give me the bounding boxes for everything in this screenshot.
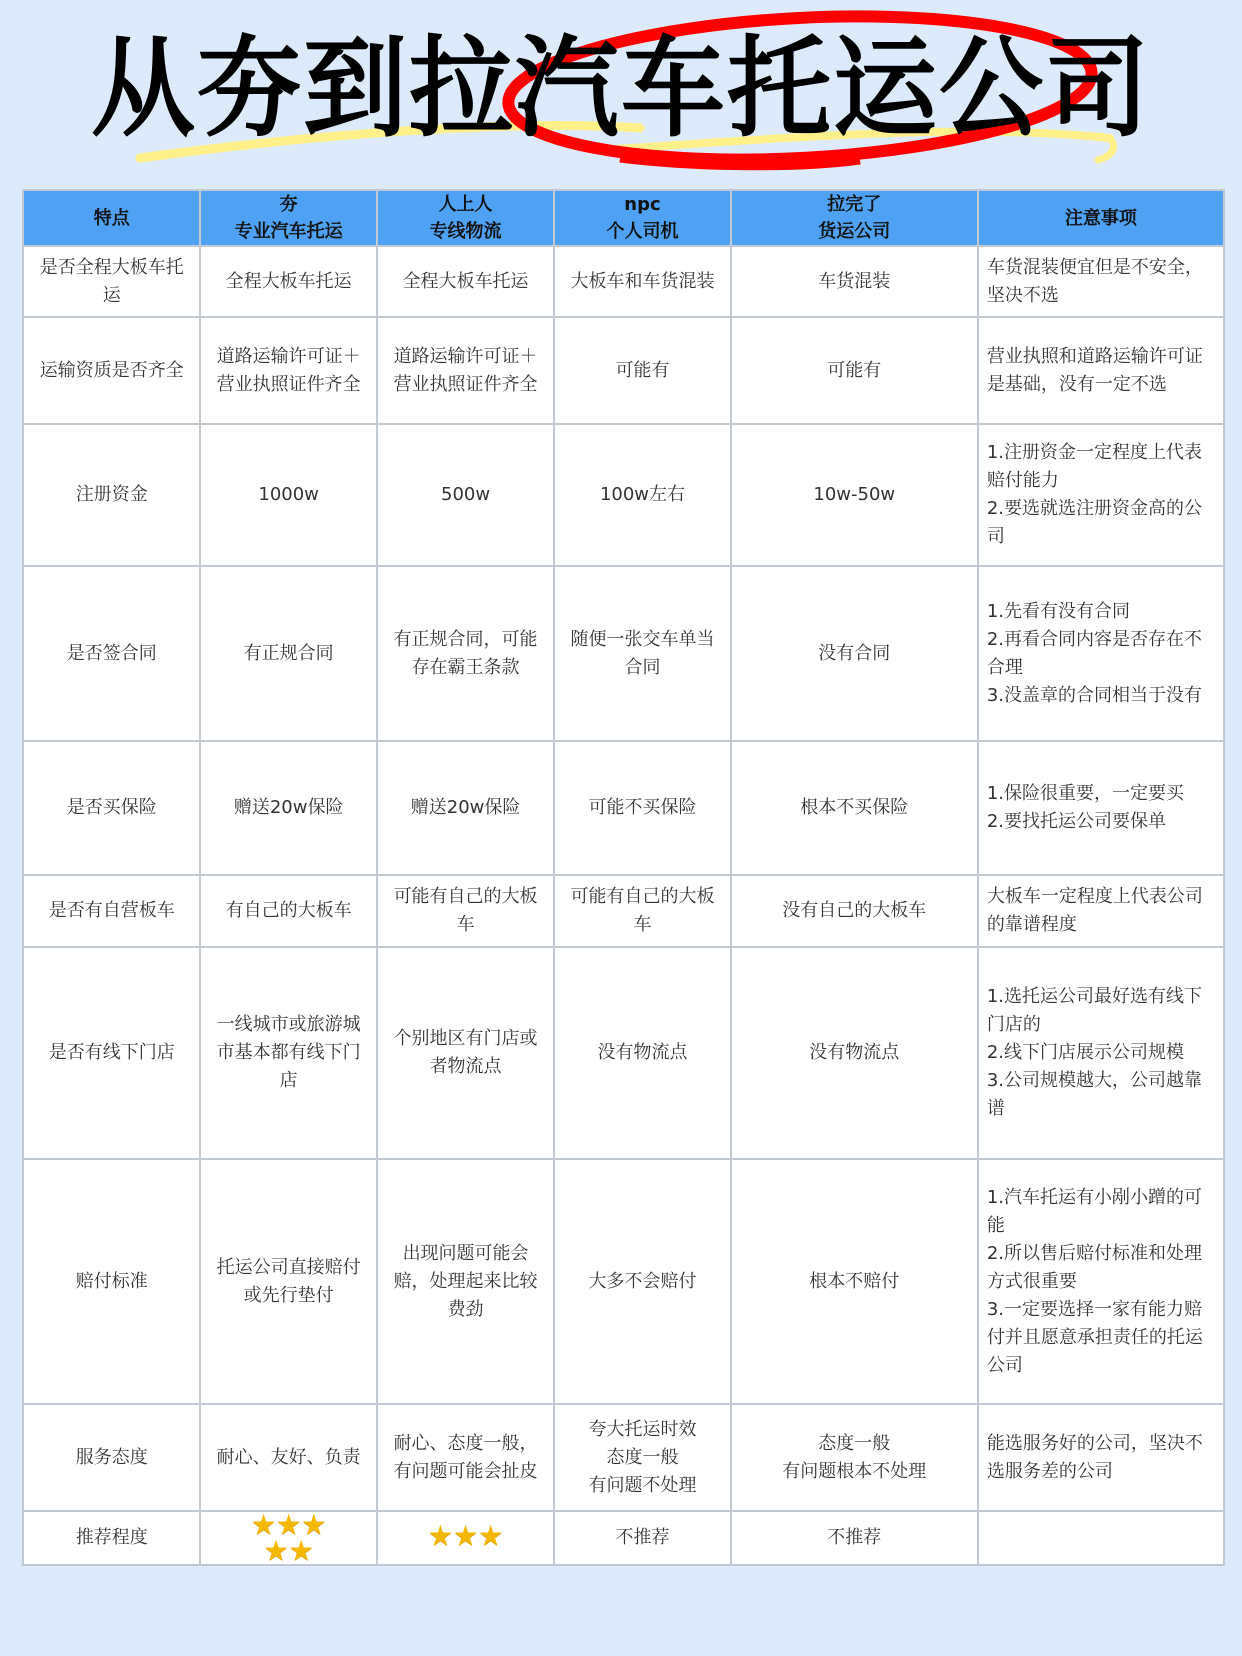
table-row [23,1511,1224,1565]
table-row [23,947,1224,1159]
tier-high-cell: 赠送20w保险 [377,741,554,875]
notes-cell: 能选服务好的公司，坚决不选服务差的公司 [978,1404,1224,1511]
tier-top-cell [200,1508,376,1567]
notes-cell: 1.先看有没有合同 2.再看合同内容是否存在不合理 3.没盖章的合同相当于没有 [978,566,1224,741]
header-tier-npc: npc 个人司机 [554,190,730,246]
header-tier-high: 人上人 专线物流 [377,190,554,246]
table-row [23,246,1224,317]
table-row [23,566,1224,741]
tier-top-cell: 有自己的大板车 [200,875,376,947]
tier-npc-cell: 随便一张交车单当合同 [554,566,730,741]
tier-top-cell: 耐心、友好、负责 [200,1404,376,1511]
star-rating-icon: ★★★ [250,1508,327,1541]
tier-bottom-cell: 没有合同 [731,566,978,741]
table-row [23,424,1224,566]
notes-cell: 营业执照和道路运输许可证是基础，没有一定不选 [978,317,1224,424]
tier-high-cell: 出现问题可能会赔，处理起来比较费劲 [377,1159,554,1404]
tier-top-cell: 一线城市或旅游城市基本都有线下门店 [200,947,376,1159]
notes-cell: 1.保险很重要，一定要买 2.要找托运公司要保单 [978,741,1224,875]
tier-bottom-cell: 10w-50w [731,424,978,566]
tier-npc-cell: 夸大托运时效 态度一般 有问题不处理 [554,1404,730,1511]
table-row [23,875,1224,947]
feature-cell: 是否签合同 [23,566,200,741]
feature-cell: 是否买保险 [23,741,200,875]
feature-cell: 注册资金 [23,424,200,566]
tier-high-cell [377,1511,554,1565]
feature-cell: 运输资质是否齐全 [23,317,200,424]
feature-cell: 是否全程大板车托运 [23,246,200,317]
feature-cell: 赔付标准 [23,1159,200,1404]
table-header-row [23,190,1224,246]
tier-npc-cell: 可能不买保险 [554,741,730,875]
tier-bottom-cell: 没有物流点 [731,947,978,1159]
tier-top-cell: 托运公司直接赔付或先行垫付 [200,1159,376,1404]
page-title: 从夯到拉汽车托运公司 [90,23,1151,153]
notes-cell: 1.注册资金一定程度上代表赔付能力 2.要选就选注册资金高的公司 [978,424,1224,566]
notes-cell: 1.汽车托运有小剐小蹭的可能 2.所以售后赔付标准和处理方式很重要 3.一定要选择一家有能力赔付并且愿意承担责任的托运公司 [978,1159,1224,1404]
table-row [23,317,1224,424]
tier-high-cell: 全程大板车托运 [377,246,554,317]
tier-bottom-cell: 可能有 [731,317,978,424]
tier-high-cell: 个别地区有门店或者物流点 [377,947,554,1159]
tier-npc-cell: 可能有自己的大板车 [554,875,730,947]
feature-cell: 是否有自营板车 [23,875,200,947]
tier-npc-cell: 大多不会赔付 [554,1159,730,1404]
notes-cell: 车货混装便宜但是不安全，坚决不选 [978,246,1224,317]
tier-high-cell: 道路运输许可证＋营业执照证件齐全 [377,317,554,424]
tier-npc-cell: 可能有 [554,317,730,424]
notes-cell [978,1511,1224,1565]
feature-cell: 是否有线下门店 [23,947,200,1159]
star-rating-icon: ★★★ [427,1518,504,1552]
table-row [23,1159,1224,1404]
tier-npc-cell: 不推荐 [554,1511,730,1565]
tier-top-cell: 道路运输许可证＋营业执照证件齐全 [200,317,376,424]
notes-cell: 1.选托运公司最好选有线下门店的 2.线下门店展示公司规模 3.公司规模越大，公司越靠谱 [978,947,1224,1159]
header-tier-bottom: 拉完了 货运公司 [731,190,978,246]
tier-high-cell: 可能有自己的大板车 [377,875,554,947]
tier-top-cell: 赠送20w保险 [200,741,376,875]
tier-top-cell: 全程大板车托运 [200,246,376,317]
tier-bottom-cell: 态度一般 有问题根本不处理 [731,1404,978,1511]
header-notes: 注意事项 [978,190,1224,246]
notes-cell: 大板车一定程度上代表公司的靠谱程度 [978,875,1224,947]
tier-npc-cell: 没有物流点 [554,947,730,1159]
table-row [23,741,1224,875]
tier-bottom-cell: 车货混装 [731,246,978,317]
tier-npc-cell: 100w左右 [554,424,730,566]
tier-bottom-cell: 根本不买保险 [731,741,978,875]
feature-cell: 服务态度 [23,1404,200,1511]
table-row [23,1404,1224,1511]
tier-top-cell: 有正规合同 [200,566,376,741]
title-banner [0,0,1242,180]
feature-cell: 推荐程度 [23,1511,200,1565]
tier-high-cell: 有正规合同，可能存在霸王条款 [377,566,554,741]
tier-bottom-cell: 不推荐 [731,1511,978,1565]
tier-bottom-cell: 没有自己的大板车 [731,875,978,947]
tier-bottom-cell: 根本不赔付 [731,1159,978,1404]
header-tier-top: 夯 专业汽车托运 [200,190,376,246]
tier-top-cell: 1000w [200,424,376,566]
header-feature: 特点 [23,190,200,246]
tier-high-cell: 500w [377,424,554,566]
tier-npc-cell: 大板车和车货混装 [554,246,730,317]
star-rating-icon: ★★ [263,1534,314,1567]
comparison-table [22,189,1225,1566]
tier-high-cell: 耐心、态度一般，有问题可能会扯皮 [377,1404,554,1511]
